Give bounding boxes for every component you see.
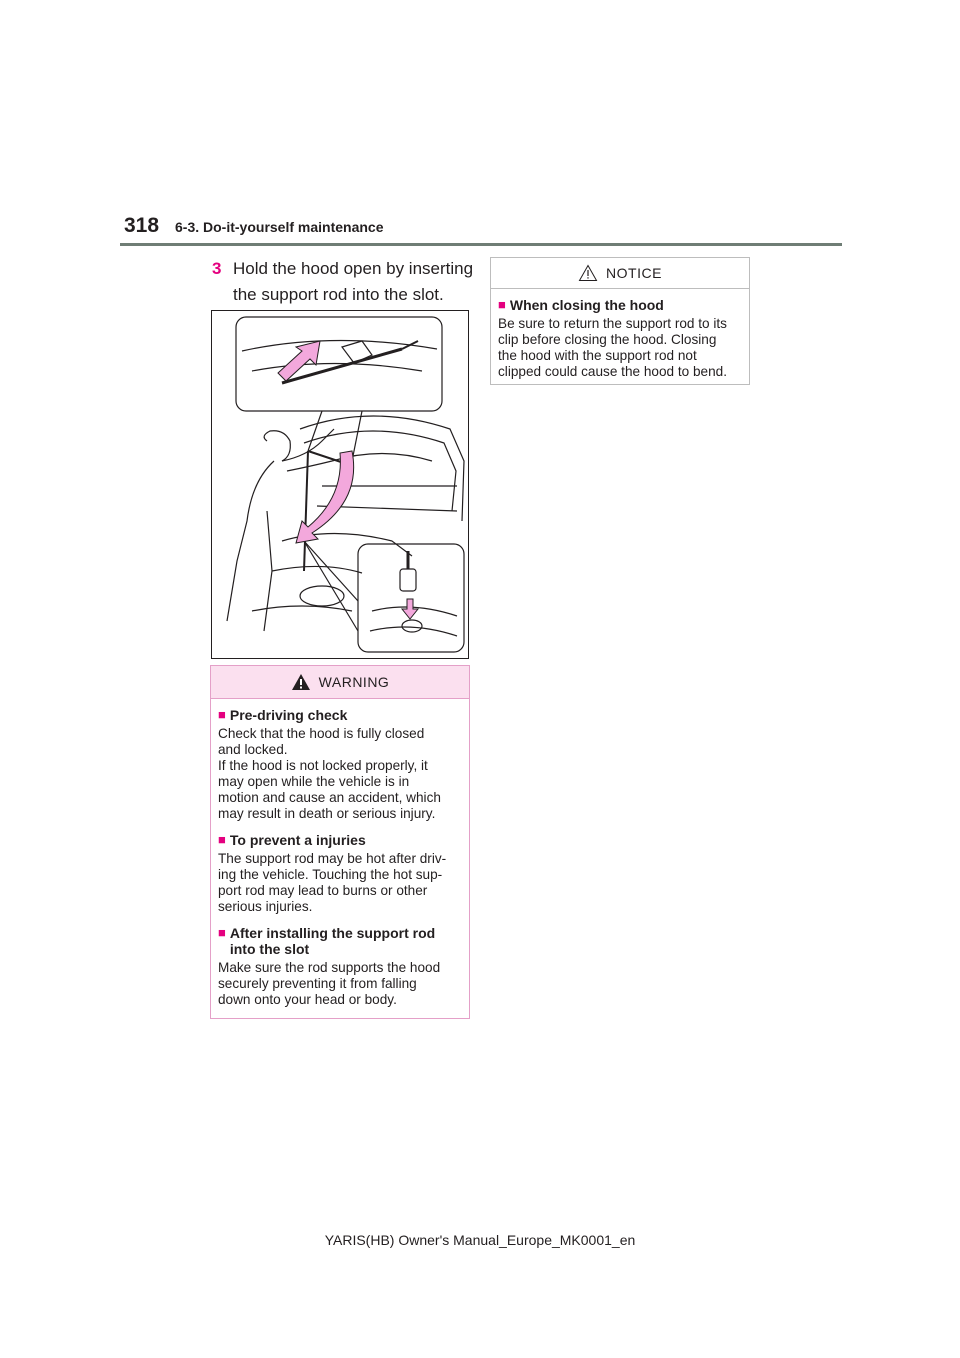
warning-label: WARNING xyxy=(318,674,390,690)
bullet-square-icon: ■ xyxy=(218,832,226,847)
warning-item-text: The support rod may be hot after driv- ing the vehicle. Touching the hot sup- port rod may lead to burns or other serious injuries. xyxy=(218,851,447,914)
footer-manual-name: YARIS(HB) Owner's Manual_Europe_MK0001_en xyxy=(324,1232,636,1248)
warning-item xyxy=(218,832,462,915)
warning-item-title: ■ After installing the support rod into the slot xyxy=(218,925,436,957)
notice-header xyxy=(491,258,749,289)
caution-triangle-icon xyxy=(578,264,598,282)
notice-body xyxy=(491,289,749,380)
step-text: Hold the hood open by inserting the support rod into the slot. xyxy=(233,259,474,304)
notice-box xyxy=(490,257,750,385)
warning-body xyxy=(211,699,469,1008)
warning-header xyxy=(211,666,469,699)
step-instruction xyxy=(212,256,474,308)
hood-support-rod-illustration xyxy=(211,310,469,659)
warning-item-title: ■ Pre-driving check xyxy=(218,707,348,723)
section-title: 6-3. Do-it-yourself maintenance xyxy=(175,219,384,235)
warning-box xyxy=(210,665,470,1019)
bullet-square-icon: ■ xyxy=(218,707,226,722)
notice-item xyxy=(498,297,742,380)
notice-item-text: Be sure to return the support rod to its clip before closing the hood. Closing the hood with the support rod not clipped could cause the hood to bend. xyxy=(498,316,728,379)
warning-item xyxy=(218,707,462,822)
notice-item-title: ■ When closing the hood xyxy=(498,297,664,313)
warning-item-text: Make sure the rod supports the hood securely preventing it from falling down onto your head or body. xyxy=(218,960,441,1007)
warning-item-title: ■ To prevent a injuries xyxy=(218,832,366,848)
warning-triangle-icon xyxy=(291,673,311,691)
notice-label: NOTICE xyxy=(606,265,662,281)
header-rule xyxy=(120,243,842,246)
illustration-drawing xyxy=(212,311,468,658)
warning-item xyxy=(218,925,462,1008)
bullet-square-icon: ■ xyxy=(498,297,506,312)
warning-item-text: Check that the hood is fully closed and locked. If the hood is not locked properly, it may open while the vehicle is in motion and cause an accident, which may result in death or serious injury. xyxy=(218,726,441,821)
step-number: 3 xyxy=(212,259,222,278)
bullet-square-icon: ■ xyxy=(218,925,226,940)
page-number: 318 xyxy=(124,214,160,237)
